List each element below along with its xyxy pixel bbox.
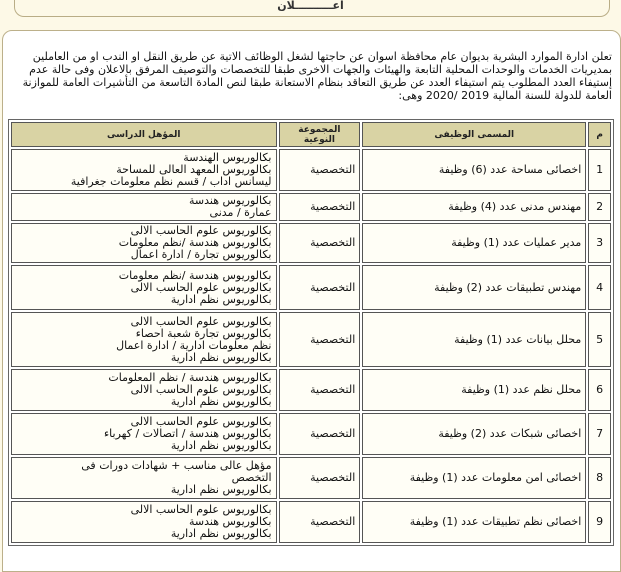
job-number: 3 [588,223,611,263]
announcement-intro: تعلن ادارة الموارد البشرية بديوان عام محافظة اسوان عن حاجتها لشغل الوظائف الاتية عن طريق النقل او الندب او من العاملين بمديريات الخدمات والوحدات المحلية التابعة والهيئات والجهات الاخرى طبقا للتخصصات والتوصيف المرفق بالاعلان وفى حالة عدم إستيفاء العدد المطلوب يتم استيفاء العدد عن طريق التعاقد بنظام الاستعانة طبقا لنص المادة التاسعة من التأشيرات العامة للموازنة العامة للدولة للسنة المالية 2019 /2020 وهى: [22,50,612,102]
qualification-line: بكالوريوس هندسة [188,194,272,207]
qualification-line: بكالوريوس علوم الحاسب الالى [130,503,272,516]
qualification-line: عمارة / مدنى [209,206,272,219]
table-row [11,501,611,543]
qualification-line: مؤهل عالى مناسب + شهادات دورات فى [81,459,272,472]
job-title: اخصائى نظم تطبيقات عدد (1) وظيفة [362,501,586,543]
qualification-line: بكالوريوس علوم الحاسب الالى [130,314,272,328]
qualification-line: بكالوريوس نظم ادارية [170,292,272,306]
job-group: التخصصية [279,457,361,499]
job-title: محلل بيانات عدد (1) وظيفة [362,312,586,367]
job-qualification [11,193,277,221]
table-row [11,413,611,455]
qualification-line: بكالوريوس علوم الحاسب الالى [130,383,272,396]
job-qualification [11,413,277,455]
qualification-line: بكالوريوس نظم ادارية [170,395,272,408]
qualification-line: بكالوريوس تجارة / ادارة اعمال [130,248,272,261]
job-group: التخصصية [279,413,361,455]
job-group: التخصصية [279,369,361,411]
table-row [11,369,611,411]
jobs-table [8,119,614,546]
job-title: مهندس مدنى عدد (4) وظيفة [362,193,586,221]
job-group: التخصصية [279,223,361,263]
qualification-line: بكالوريوس هندسة / نظم المعلومات [108,371,272,384]
job-title: اخصائى امن معلومات عدد (1) وظيفة [362,457,586,499]
qualification-line: بكالوريوس نظم ادارية [170,350,272,364]
qualification-line: بكالوريوس علوم الحاسب الالى [130,415,272,428]
header-qual: المؤهل الدراسى [11,122,277,147]
qualification-line: بكالوريوس نظم ادارية [170,483,272,496]
table-row [11,149,611,191]
header-title: المسمى الوظيفى [362,122,586,147]
table-row [11,312,611,367]
qualification-line: بكالوريوس المعهد العالى للمساحة [116,163,272,176]
job-group: التخصصية [279,265,361,310]
job-number: 6 [588,369,611,411]
job-number: 9 [588,501,611,543]
qualification-line: نظم معلومات ادارية / ادارة اعمال [116,338,272,352]
job-number: 4 [588,265,611,310]
qualification-line: التخصص [231,471,272,484]
qualification-line: بكالوريوس علوم الحاسب الالى [130,280,272,294]
job-group: التخصصية [279,149,361,191]
job-title: اخصائى مساحة عدد (6) وظيفة [362,149,586,191]
job-title: مدير عمليات عدد (1) وظيفة [362,223,586,263]
qualification-line: بكالوريوس هندسة /نظم معلومات [118,268,272,282]
job-number: 8 [588,457,611,499]
job-number: 2 [588,193,611,221]
header-num: م [588,122,611,147]
table-row [11,265,611,310]
page-title: اعــــــــــلان [277,0,344,12]
job-qualification [11,265,277,310]
qualification-line: بكالوريوس هندسة /نظم معلومات [118,236,272,249]
job-group: التخصصية [279,501,361,543]
qualification-line: بكالوريوس هندسة [188,515,272,528]
job-qualification [11,312,277,367]
qualification-line: بكالوريوس نظم ادارية [170,527,272,540]
jobs-table-body [11,149,611,543]
job-qualification [11,223,277,263]
table-row [11,223,611,263]
job-number: 5 [588,312,611,367]
qualification-line: ليسانس اداب / قسم نظم معلومات جغرافية [70,175,272,188]
job-qualification [11,149,277,191]
qualification-line: بكالوريوس هندسة / اتصالات / كهرباء [103,427,272,440]
table-row [11,193,611,221]
job-qualification [11,457,277,499]
job-title: مهندس تطبيقات عدد (2) وظيفة [362,265,586,310]
header-group: المجموعة النوعية [279,122,361,147]
qualification-line: بكالوريوس تجارة شعبة احصاء [135,326,272,340]
job-title: محلل نظم عدد (1) وظيفة [362,369,586,411]
job-number: 7 [588,413,611,455]
header-bar [0,0,621,22]
qualification-line: بكالوريوس علوم الحاسب الالى [130,224,272,237]
table-header-row [11,122,611,147]
job-number: 1 [588,149,611,191]
qualification-line: بكالوريوس الهندسة [183,151,272,164]
table-row [11,457,611,499]
job-qualification [11,501,277,543]
job-group: التخصصية [279,193,361,221]
job-group: التخصصية [279,312,361,367]
qualification-line: بكالوريوس نظم ادارية [170,439,272,452]
job-title: اخصائى شبكات عدد (2) وظيفة [362,413,586,455]
job-qualification [11,369,277,411]
